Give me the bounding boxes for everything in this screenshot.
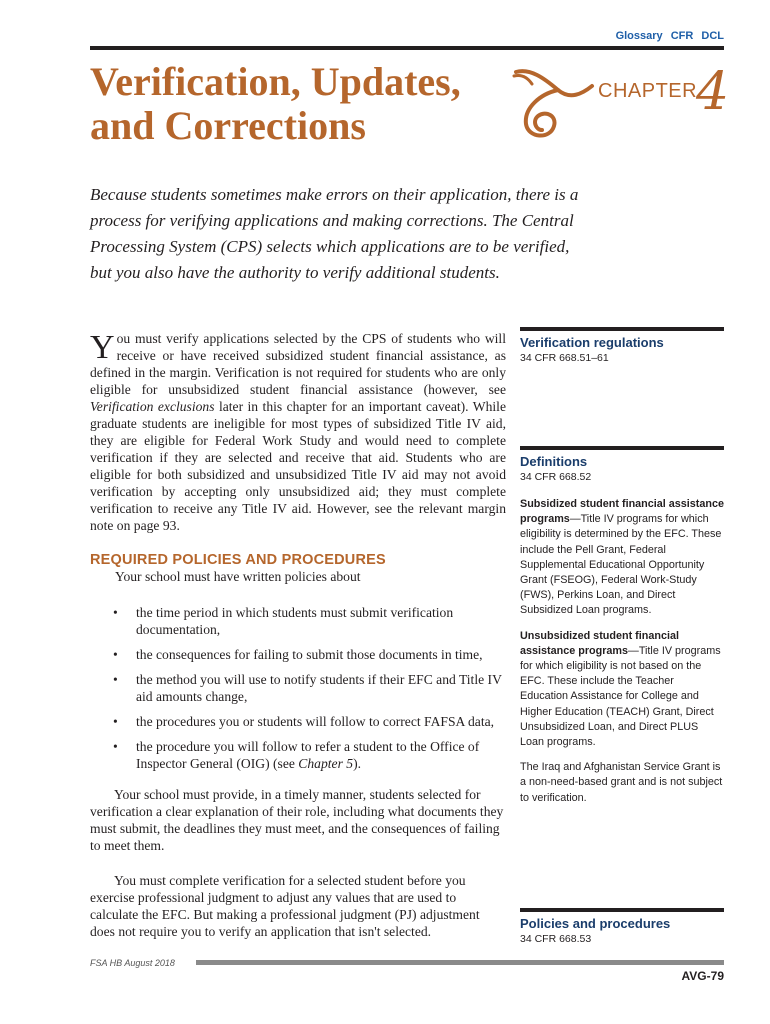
title-line-2: and Corrections [90,103,366,148]
section-intro: Your school must have written policies about [115,569,361,584]
verification-exclusions-ref: Verification exclusions [90,399,215,414]
list-item-text-end: ). [353,756,361,771]
sidebar-heading: Definitions [520,454,588,469]
sidebar-policies [520,908,724,945]
sidebar-rule [520,446,724,450]
cfr-link[interactable]: CFR [670,30,694,42]
page-title [90,60,461,148]
subsidized-definition [520,497,724,619]
sidebar-cfr-ref: 34 CFR 668.51–61 [520,352,609,364]
sidebar-cfr-ref: 34 CFR 668.53 [520,933,592,945]
opening-text-1: ou must verify applications selected by the CPS of students who will receive or have received subsidized student financial assistance, as defined in the margin. Verification is not required for students who are only eligible for unsubsidized student financial assistance (however, see [90,331,506,397]
opening-text-2: later in this chapter for an important caveat). While graduate students are ineligible for most types of subsidized Title IV aid, they are eligible for Federal Work Study and would need to complete verification if they are selected and receive that aid. Students who are eligible for both subsidized and unsubsidized Title IV aid may not avoid verification by accepting only unsubsidized aid; they must complete verification to receive any Title IV aid. However, see the relevant margin note on page 93. [90,399,506,533]
list-item: • the consequences for failing to submit those documents in time, [110,646,506,663]
list-item [110,738,506,772]
opening-paragraph [90,330,506,534]
definition-text: —Title IV programs for which eligibility is not based on the EFC. These include the Teacher Education Assistance for College and Higher Education (TEACH) Grant, Direct Unsubsidized Loan, and Direct PLUS Loan programs. [520,644,721,749]
sidebar-definitions [520,446,724,816]
list-item: • the method you will use to notify students if their EFC and Title IV aid amounts change, [110,671,506,705]
definition-term: Unsubsidized student financial assistance programs [520,629,679,657]
section-heading: REQUIRED POLICIES AND PROCEDURES [90,552,386,568]
footer-handbook-label: FSA HB August 2018 [90,958,175,968]
unsubsidized-definition [520,629,724,751]
definition-term: Subsidized student financial assistance programs [520,498,724,526]
main-body [90,330,506,534]
glossary-link[interactable]: Glossary [615,30,663,42]
drop-cap: Y [90,329,115,366]
sidebar-verification [520,327,724,364]
top-rule [90,46,724,50]
list-item: • the time period in which students must submit verification documentation, [110,604,506,638]
policy-list [110,604,506,780]
footer-rule [196,960,724,965]
iraq-afghanistan-note: The Iraq and Afghanistan Service Grant is a non-need-based grant and is not subject to verification. [520,761,723,804]
definition-text: —Title IV programs for which eligibility is determined by the EFC. These include the Pell Grant, Federal Supplemental Educational Opportunity Grant (FSEOG), Federal Work-Study (FWS), Perkins Loan, and Direct Subsidized Loan programs. [520,513,722,617]
title-line-1: Verification, Updates, [90,59,461,104]
chapter-label: CHAPTER [598,80,698,102]
sidebar-rule [520,908,724,912]
list-item-text: the procedure you will follow to refer a student to the Office of Inspector General (OIG) (see [136,739,480,771]
chapter-5-ref: Chapter 5 [298,756,354,771]
intro-paragraph: Because students sometimes make errors on their application, there is a process for verifying applications and making corrections. The Central Processing System (CPS) selects which applications are to be verified, but you also have the authority to verify additional students. [90,185,579,282]
dcl-link[interactable]: DCL [701,30,724,42]
chapter-number: 4 [696,62,730,122]
notification-paragraph: Your school must provide, in a timely manner, students selected for verification a clear explanation of their role, including what documents they must submit, the deadlines they must meet, and the consequences of failing to meet them. [90,787,504,853]
chapter-ornament-icon [510,64,596,144]
sidebar-heading: Policies and procedures [520,916,671,931]
list-item: • the procedures you or students will follow to correct FAFSA data, [110,713,506,730]
sidebar-cfr-ref: 34 CFR 668.52 [520,471,592,483]
sidebar-heading: Verification regulations [520,335,664,350]
pj-paragraph: You must complete verification for a selected student before you exercise professional judgment to adjust any values that are used to calculate the EFC. But making a professional judgment (PJ) adjustment does not require you to verify an application that isn't selected. [90,873,480,939]
top-links [611,30,724,42]
sidebar-rule [520,327,724,331]
page-number: AVG-79 [681,969,724,983]
